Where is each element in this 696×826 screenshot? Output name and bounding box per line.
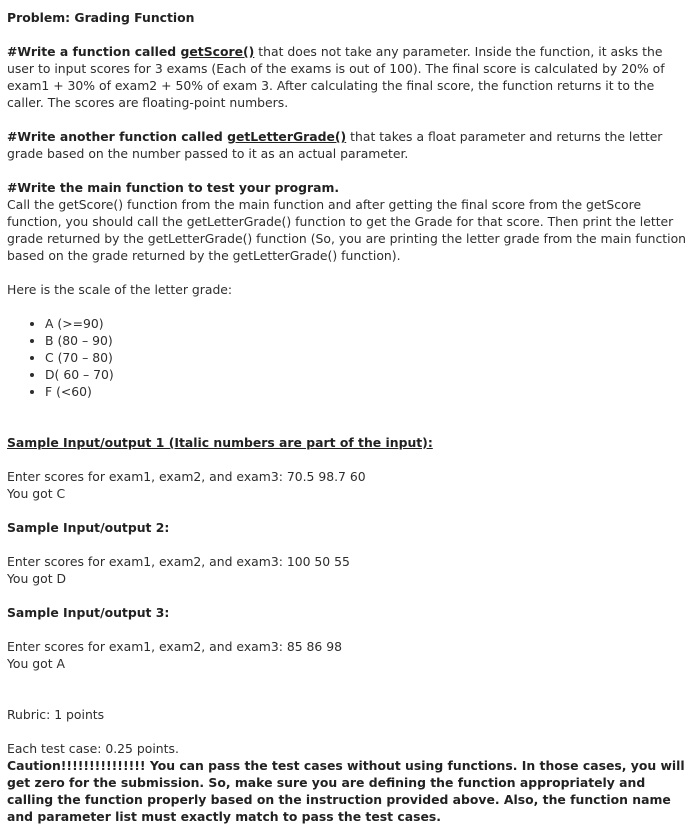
test-case-points: Each test case: 0.25 points. bbox=[7, 741, 179, 756]
getscore-function-name: getScore() bbox=[180, 44, 255, 59]
getlettergrade-paragraph bbox=[7, 128, 690, 162]
sample-2-output: You got D bbox=[7, 571, 67, 586]
sample-3-output: You got A bbox=[7, 656, 66, 671]
sample-1-heading: Sample Input/output 1 (Italic numbers are part of the input): bbox=[7, 435, 433, 450]
main-function-section bbox=[7, 179, 690, 264]
main-function-description: Call the getScore() function from the main function and after getting the final score from the getScore function, you should call the getLetterGrade() function to get the Grade for that score. Then print the letter grade returned by the getLetterGrade() function (So, you are printing the letter grade from the main function based on the grade returned by the getLetterGrade() function). bbox=[7, 197, 687, 263]
grade-scale-item: • B (80 – 90) bbox=[45, 332, 690, 349]
rubric-text: Rubric: 1 points bbox=[7, 707, 105, 722]
main-function-heading: #Write the main function to test your program. bbox=[7, 180, 340, 195]
grade-scale-item: • D( 60 – 70) bbox=[45, 366, 690, 383]
page-title: Problem: Grading Function bbox=[7, 10, 195, 25]
sample-1-output: You got C bbox=[7, 486, 66, 501]
getlettergrade-description: that takes a float parameter and returns the letter grade based on the number passed to it as an actual parameter. bbox=[7, 129, 663, 161]
sample-2-input: Enter scores for exam1, exam2, and exam3: 100 50 55 bbox=[7, 554, 350, 569]
grade-scale-item: • A (>=90) bbox=[45, 315, 690, 332]
sample-3-heading: Sample Input/output 3: bbox=[7, 605, 170, 620]
grade-scale-item: • C (70 – 80) bbox=[45, 349, 690, 366]
getlettergrade-function-name: getLetterGrade() bbox=[227, 129, 347, 144]
grade-scale-item: • F (<60) bbox=[45, 383, 690, 400]
grade-scale-list bbox=[7, 315, 690, 400]
getscore-heading: #Write a function called bbox=[7, 44, 181, 59]
getscore-description: that does not take any parameter. Inside the function, it asks the user to input scores for 3 exams (Each of the exams is out of 100). The final score is calculated by 20% of exam1 + 30% of exam2 + 50% of exam 3. After calculating the final score, the function returns it to the caller. The scores are floating-point numbers. bbox=[7, 44, 665, 110]
getscore-paragraph bbox=[7, 43, 690, 111]
caution-text: Caution!!!!!!!!!!!!!!! You can pass the test cases without using functions. In those cases, you will get zero for the submission. So, make sure you are defining the function appropriately and calling the function properly based on the instruction provided above. Also, the function name and parameter list must exactly match to pass the test cases. bbox=[7, 758, 685, 824]
sample-1-input: Enter scores for exam1, exam2, and exam3: 70.5 98.7 60 bbox=[7, 469, 366, 484]
sample-3-input: Enter scores for exam1, exam2, and exam3: 85 86 98 bbox=[7, 639, 343, 654]
getlettergrade-heading: #Write another function called bbox=[7, 129, 228, 144]
sample-2-heading: Sample Input/output 2: bbox=[7, 520, 170, 535]
scale-intro: Here is the scale of the letter grade: bbox=[7, 282, 233, 297]
